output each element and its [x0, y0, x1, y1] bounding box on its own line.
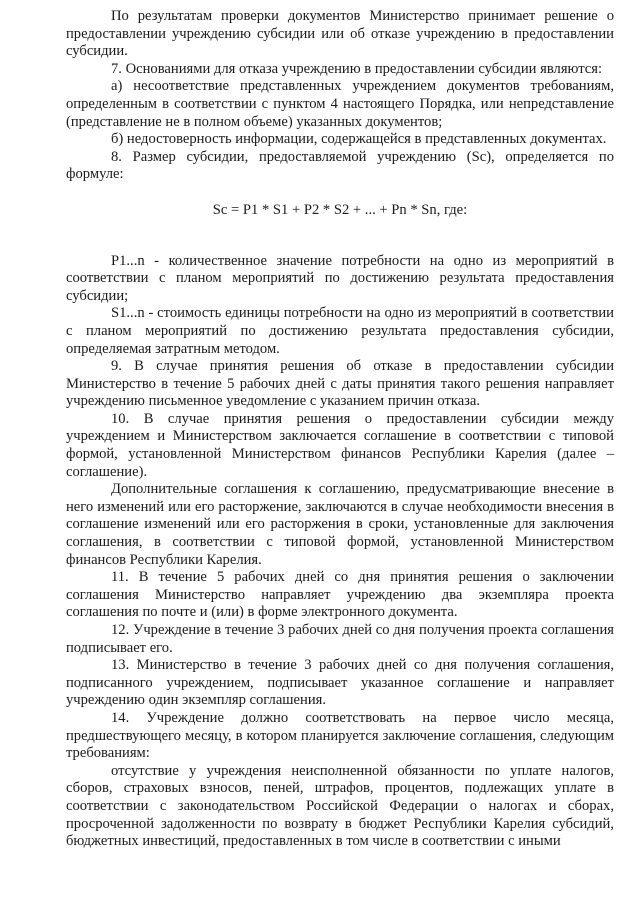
document-body [66, 8, 614, 851]
paragraph-14: 14. Учреждение должно соответствовать на первое число месяца, предшествующего месяцу, в котором планируется заключение соглашения, следующим требованиям: [66, 709, 614, 762]
paragraph-13: 13. Министерство в течение 3 рабочих дней со дня получения соглашения, подписанного учреждением, подписывает указанное соглашение и направляет учреждению один экземпляр соглашения. [66, 657, 614, 709]
paragraph-14-requirement: отсутствие у учреждения неисполненной обязанности по уплате налогов, сборов, страховых взносов, пеней, штрафов, процентов, подлежащих уплате в соответствии с законодательством Российской Федерации о налогах и сборах, просроченной задолженности по возврату в бюджет Республики Карелия субсидий, бюджетных инвестиций, предоставленных в том числе в соответствии с иными [66, 762, 614, 850]
paragraph-9: 9. В случае принятия решения об отказе в предоставлении субсидии Министерство в течение 5 рабочих дней с даты принятия такого решения направляет учреждению письменное уведомление с указанием причин отказа. [66, 358, 614, 410]
paragraph-12: 12. Учреждение в течение 3 рабочих дней со дня получения проекта соглашения подписывает его. [66, 622, 614, 656]
paragraph-11: 11. В течение 5 рабочих дней со дня принятия решения о заключении соглашения Министерство направляет учреждению два экземпляра проекта соглашения по почте и (или) в форме электронного документа. [66, 569, 614, 621]
paragraph-8-subsidy-size: 8. Размер субсидии, предоставляемой учреждению (Sс), определяется по формуле: [66, 148, 614, 183]
paragraph-7-refusal-grounds: 7. Основаниями для отказа учреждению в предоставлении субсидии являются: [111, 60, 603, 77]
paragraph-p-definition: Р1...n - количественное значение потребности на одно из мероприятий в соответствии с планом мероприятий по достижению результата предоставления субсидии; [66, 252, 614, 304]
paragraph-7b: б) недостоверность информации, содержащейся в представленных документах. [111, 131, 607, 148]
subsidy-formula: Sс = Р1 * S1 + Р2 * S2 + ... + Рn * Sn, где: [212, 201, 468, 218]
paragraph-s-definition: S1...n - стоимость единицы потребности на одно из мероприятий в соответствии с планом мероприятий по достижению результата предоставления субсидии, определяемая затратным методом. [66, 305, 614, 357]
paragraph-additional-agreements: Дополнительные соглашения к соглашению, предусматривающие внесение в него изменений или его расторжение, заключаются в случае необходимости внесения в соглашение изменений или его расторжения в сроки, установленные для заключения соглашения, в соответствии с типовой формой, установленной Министерством финансов Республики Карелия. [66, 481, 614, 568]
paragraph-decision: По результатам проверки документов Министерство принимает решение о предоставлении учреждению субсидии или об отказе учреждению в предоставлении субсидии. [66, 8, 614, 60]
paragraph-7a: а) несоответствие представленных учреждением документов требованиям, определенным в соответствии с пунктом 4 настоящего Порядка, или непредставление (представление не в полном объеме) указанных документов; [66, 78, 614, 130]
paragraph-10: 10. В случае принятия решения о предоставлении субсидии между учреждением и Министерством заключается соглашение в соответствии с типовой формой, установленной Министерством финансов Республики Карелия (далее – соглашение). [66, 410, 614, 480]
